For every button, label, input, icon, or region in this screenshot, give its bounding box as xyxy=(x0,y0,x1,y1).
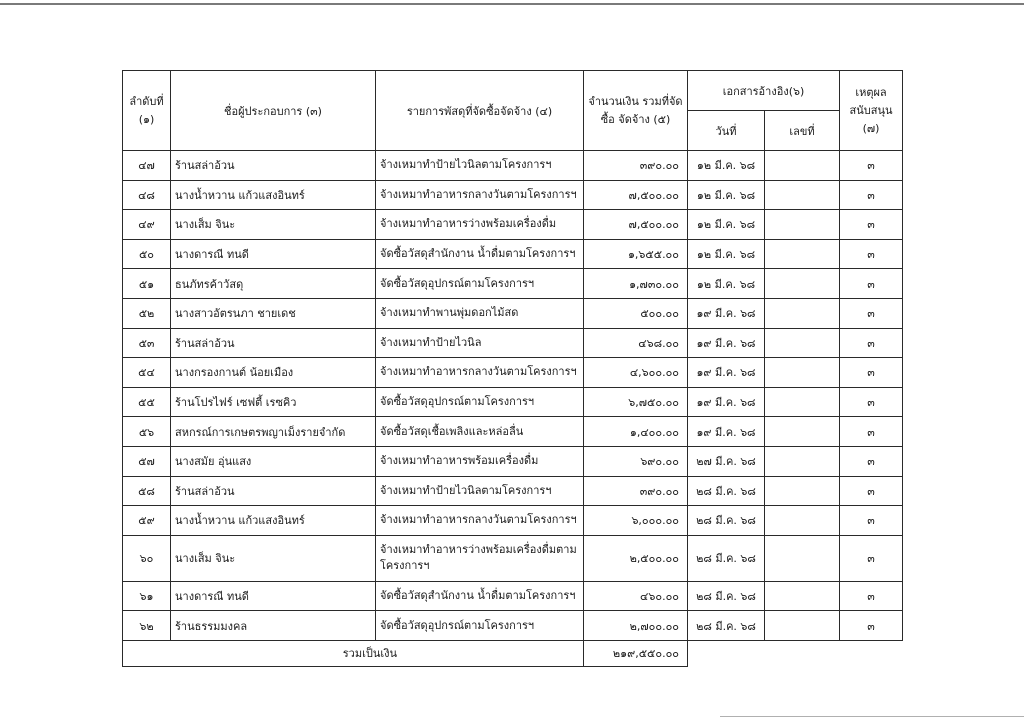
row-doc-no xyxy=(765,611,840,641)
row-vendor: นางสาวอัตรนภา ชายเดช xyxy=(171,298,376,328)
row-date: ๒๘ มี.ค. ๖๘ xyxy=(688,535,765,581)
table-row xyxy=(123,611,903,641)
total-amount: ๒๑๙,๕๕๐.๐๐ xyxy=(584,640,688,666)
row-vendor: สหกรณ์การเกษตรพญาเม็งรายจำกัด xyxy=(171,417,376,447)
row-doc-no xyxy=(765,358,840,388)
table-row xyxy=(123,298,903,328)
table-body xyxy=(123,151,903,641)
header-vendor: ชื่อผู้ประกอบการ (๓) xyxy=(171,71,376,151)
header-date: วันที่ xyxy=(688,111,765,151)
row-item: จ้างเหมาทำอาหารพร้อมเครื่องดื่ม xyxy=(376,446,584,476)
row-item: จัดซื้อวัสดุอุปกรณ์ตามโครงการฯ xyxy=(376,269,584,299)
row-reason: ๓ xyxy=(840,476,903,506)
row-seq: ๖๐ xyxy=(123,535,171,581)
row-item: จัดซื้อวัสดุสำนักงาน น้ำดื่มตามโครงการฯ xyxy=(376,581,584,611)
row-date: ๒๘ มี.ค. ๖๘ xyxy=(688,581,765,611)
scan-edge-bottom xyxy=(720,716,1024,717)
table-row xyxy=(123,269,903,299)
table-row xyxy=(123,180,903,210)
row-seq: ๕๓ xyxy=(123,328,171,358)
row-date: ๑๒ มี.ค. ๖๘ xyxy=(688,180,765,210)
row-amount: ๒,๕๐๐.๐๐ xyxy=(584,535,688,581)
row-date: ๑๙ มี.ค. ๖๘ xyxy=(688,387,765,417)
row-vendor: นางกรองกานต์ น้อยเมือง xyxy=(171,358,376,388)
row-date: ๑๒ มี.ค. ๖๘ xyxy=(688,151,765,181)
row-seq: ๕๑ xyxy=(123,269,171,299)
header-reason: เหตุผล สนับสนุน (๗) xyxy=(840,71,903,151)
row-vendor: นางเส็ม จินะ xyxy=(171,210,376,240)
row-vendor: ร้านสล่าอ้วน xyxy=(171,328,376,358)
row-seq: ๔๘ xyxy=(123,180,171,210)
table-row xyxy=(123,581,903,611)
row-amount: ๗,๕๐๐.๐๐ xyxy=(584,180,688,210)
row-reason: ๓ xyxy=(840,328,903,358)
table-row xyxy=(123,417,903,447)
row-seq: ๕๙ xyxy=(123,506,171,536)
row-amount: ๔,๖๐๐.๐๐ xyxy=(584,358,688,388)
row-item: จ้างเหมาทำป้ายไวนิล xyxy=(376,328,584,358)
header-ref-doc: เอกสารอ้างอิง(๖) xyxy=(688,71,840,111)
row-reason: ๓ xyxy=(840,210,903,240)
row-doc-no xyxy=(765,446,840,476)
row-date: ๒๘ มี.ค. ๖๘ xyxy=(688,611,765,641)
row-doc-no xyxy=(765,151,840,181)
row-date: ๑๒ มี.ค. ๖๘ xyxy=(688,239,765,269)
row-amount: ๑,๖๕๕.๐๐ xyxy=(584,239,688,269)
table-row xyxy=(123,476,903,506)
table-row xyxy=(123,506,903,536)
row-seq: ๕๕ xyxy=(123,387,171,417)
row-doc-no xyxy=(765,298,840,328)
row-seq: ๕๒ xyxy=(123,298,171,328)
row-date: ๒๗ มี.ค. ๖๘ xyxy=(688,446,765,476)
row-seq: ๔๗ xyxy=(123,151,171,181)
row-reason: ๓ xyxy=(840,298,903,328)
row-item: จัดซื้อวัสดุอุปกรณ์ตามโครงการฯ xyxy=(376,387,584,417)
row-reason: ๓ xyxy=(840,535,903,581)
row-reason: ๓ xyxy=(840,239,903,269)
row-amount: ๕๐๐.๐๐ xyxy=(584,298,688,328)
row-amount: ๔๖๘.๐๐ xyxy=(584,328,688,358)
row-item: จ้างเหมาทำพานพุ่มดอกไม้สด xyxy=(376,298,584,328)
row-doc-no xyxy=(765,269,840,299)
row-doc-no xyxy=(765,210,840,240)
row-vendor: นางดารณี ทนดี xyxy=(171,239,376,269)
table-row xyxy=(123,328,903,358)
table-row xyxy=(123,151,903,181)
row-date: ๑๙ มี.ค. ๖๘ xyxy=(688,298,765,328)
row-reason: ๓ xyxy=(840,611,903,641)
row-doc-no xyxy=(765,476,840,506)
row-vendor: ร้านธรรมมงคล xyxy=(171,611,376,641)
row-amount: ๖,๐๐๐.๐๐ xyxy=(584,506,688,536)
table-row xyxy=(123,239,903,269)
row-reason: ๓ xyxy=(840,151,903,181)
row-vendor: ธนภัทรค้าวัสดุ xyxy=(171,269,376,299)
row-item: จ้างเหมาทำอาหารว่างพร้อมเครื่องดื่มตามโครงการฯ xyxy=(376,535,584,581)
row-amount: ๒,๗๐๐.๐๐ xyxy=(584,611,688,641)
row-item: จ้างเหมาทำป้ายไวนิลตามโครงการฯ xyxy=(376,151,584,181)
row-seq: ๕๗ xyxy=(123,446,171,476)
row-vendor: นางเส็ม จินะ xyxy=(171,535,376,581)
row-doc-no xyxy=(765,387,840,417)
row-doc-no xyxy=(765,239,840,269)
procurement-table xyxy=(122,70,903,667)
row-vendor: นางดารณี ทนดี xyxy=(171,581,376,611)
table-row xyxy=(123,446,903,476)
row-amount: ๓๙๐.๐๐ xyxy=(584,151,688,181)
row-reason: ๓ xyxy=(840,506,903,536)
row-reason: ๓ xyxy=(840,581,903,611)
table-header xyxy=(123,71,903,151)
row-item: จ้างเหมาทำอาหารกลางวันตามโครงการฯ xyxy=(376,358,584,388)
row-reason: ๓ xyxy=(840,387,903,417)
table-row xyxy=(123,358,903,388)
row-doc-no xyxy=(765,328,840,358)
header-doc-no: เลขที่ xyxy=(765,111,840,151)
header-seq: ลำดับที่ (๑) xyxy=(123,71,171,151)
row-seq: ๖๑ xyxy=(123,581,171,611)
header-item: รายการพัสดุที่จัดซื้อจัดจ้าง (๔) xyxy=(376,71,584,151)
row-amount: ๔๖๐.๐๐ xyxy=(584,581,688,611)
total-label: รวมเป็นเงิน xyxy=(123,640,584,666)
total-empty xyxy=(688,640,903,666)
row-date: ๑๒ มี.ค. ๖๘ xyxy=(688,269,765,299)
header-amount: จำนวนเงิน รวมที่จัดซื้อ จัดจ้าง (๕) xyxy=(584,71,688,151)
row-seq: ๕๖ xyxy=(123,417,171,447)
row-doc-no xyxy=(765,535,840,581)
row-date: ๒๘ มี.ค. ๖๘ xyxy=(688,476,765,506)
row-vendor: ร้านโปรไฟร์ เซฟตี้ เรซคิว xyxy=(171,387,376,417)
table-footer xyxy=(123,640,903,666)
table-row xyxy=(123,210,903,240)
row-date: ๑๙ มี.ค. ๖๘ xyxy=(688,417,765,447)
row-amount: ๑,๗๓๐.๐๐ xyxy=(584,269,688,299)
row-vendor: นางน้ำหวาน แก้วแสงอินทร์ xyxy=(171,180,376,210)
row-amount: ๓๙๐.๐๐ xyxy=(584,476,688,506)
row-seq: ๕๔ xyxy=(123,358,171,388)
row-vendor: ร้านสล่าอ้วน xyxy=(171,151,376,181)
table-row xyxy=(123,535,903,581)
row-date: ๑๙ มี.ค. ๖๘ xyxy=(688,358,765,388)
row-doc-no xyxy=(765,506,840,536)
row-date: ๑๒ มี.ค. ๖๘ xyxy=(688,210,765,240)
row-amount: ๖,๗๕๐.๐๐ xyxy=(584,387,688,417)
row-item: จ้างเหมาทำอาหารกลางวันตามโครงการฯ xyxy=(376,506,584,536)
row-reason: ๓ xyxy=(840,446,903,476)
row-date: ๒๘ มี.ค. ๖๘ xyxy=(688,506,765,536)
row-seq: ๖๒ xyxy=(123,611,171,641)
row-reason: ๓ xyxy=(840,269,903,299)
row-vendor: นางสมัย อุ่นแสง xyxy=(171,446,376,476)
row-amount: ๑,๔๐๐.๐๐ xyxy=(584,417,688,447)
row-item: จัดซื้อวัสดุเชื้อเพลิงและหล่อลื่น xyxy=(376,417,584,447)
row-vendor: ร้านสล่าอ้วน xyxy=(171,476,376,506)
row-doc-no xyxy=(765,581,840,611)
row-date: ๑๙ มี.ค. ๖๘ xyxy=(688,328,765,358)
row-amount: ๗,๕๐๐.๐๐ xyxy=(584,210,688,240)
row-reason: ๓ xyxy=(840,358,903,388)
row-vendor: นางน้ำหวาน แก้วแสงอินทร์ xyxy=(171,506,376,536)
row-reason: ๓ xyxy=(840,180,903,210)
row-doc-no xyxy=(765,180,840,210)
row-seq: ๕๘ xyxy=(123,476,171,506)
row-item: จ้างเหมาทำอาหารกลางวันตามโครงการฯ xyxy=(376,180,584,210)
scan-edge-top xyxy=(0,3,1024,5)
row-item: จัดซื้อวัสดุสำนักงาน น้ำดื่มตามโครงการฯ xyxy=(376,239,584,269)
row-seq: ๕๐ xyxy=(123,239,171,269)
row-item: จ้างเหมาทำป้ายไวนิลตามโครงการฯ xyxy=(376,476,584,506)
row-item: จ้างเหมาทำอาหารว่างพร้อมเครื่องดื่ม xyxy=(376,210,584,240)
row-amount: ๖๙๐.๐๐ xyxy=(584,446,688,476)
row-seq: ๔๙ xyxy=(123,210,171,240)
row-item: จัดซื้อวัสดุอุปกรณ์ตามโครงการฯ xyxy=(376,611,584,641)
table-row xyxy=(123,387,903,417)
row-doc-no xyxy=(765,417,840,447)
row-reason: ๓ xyxy=(840,417,903,447)
